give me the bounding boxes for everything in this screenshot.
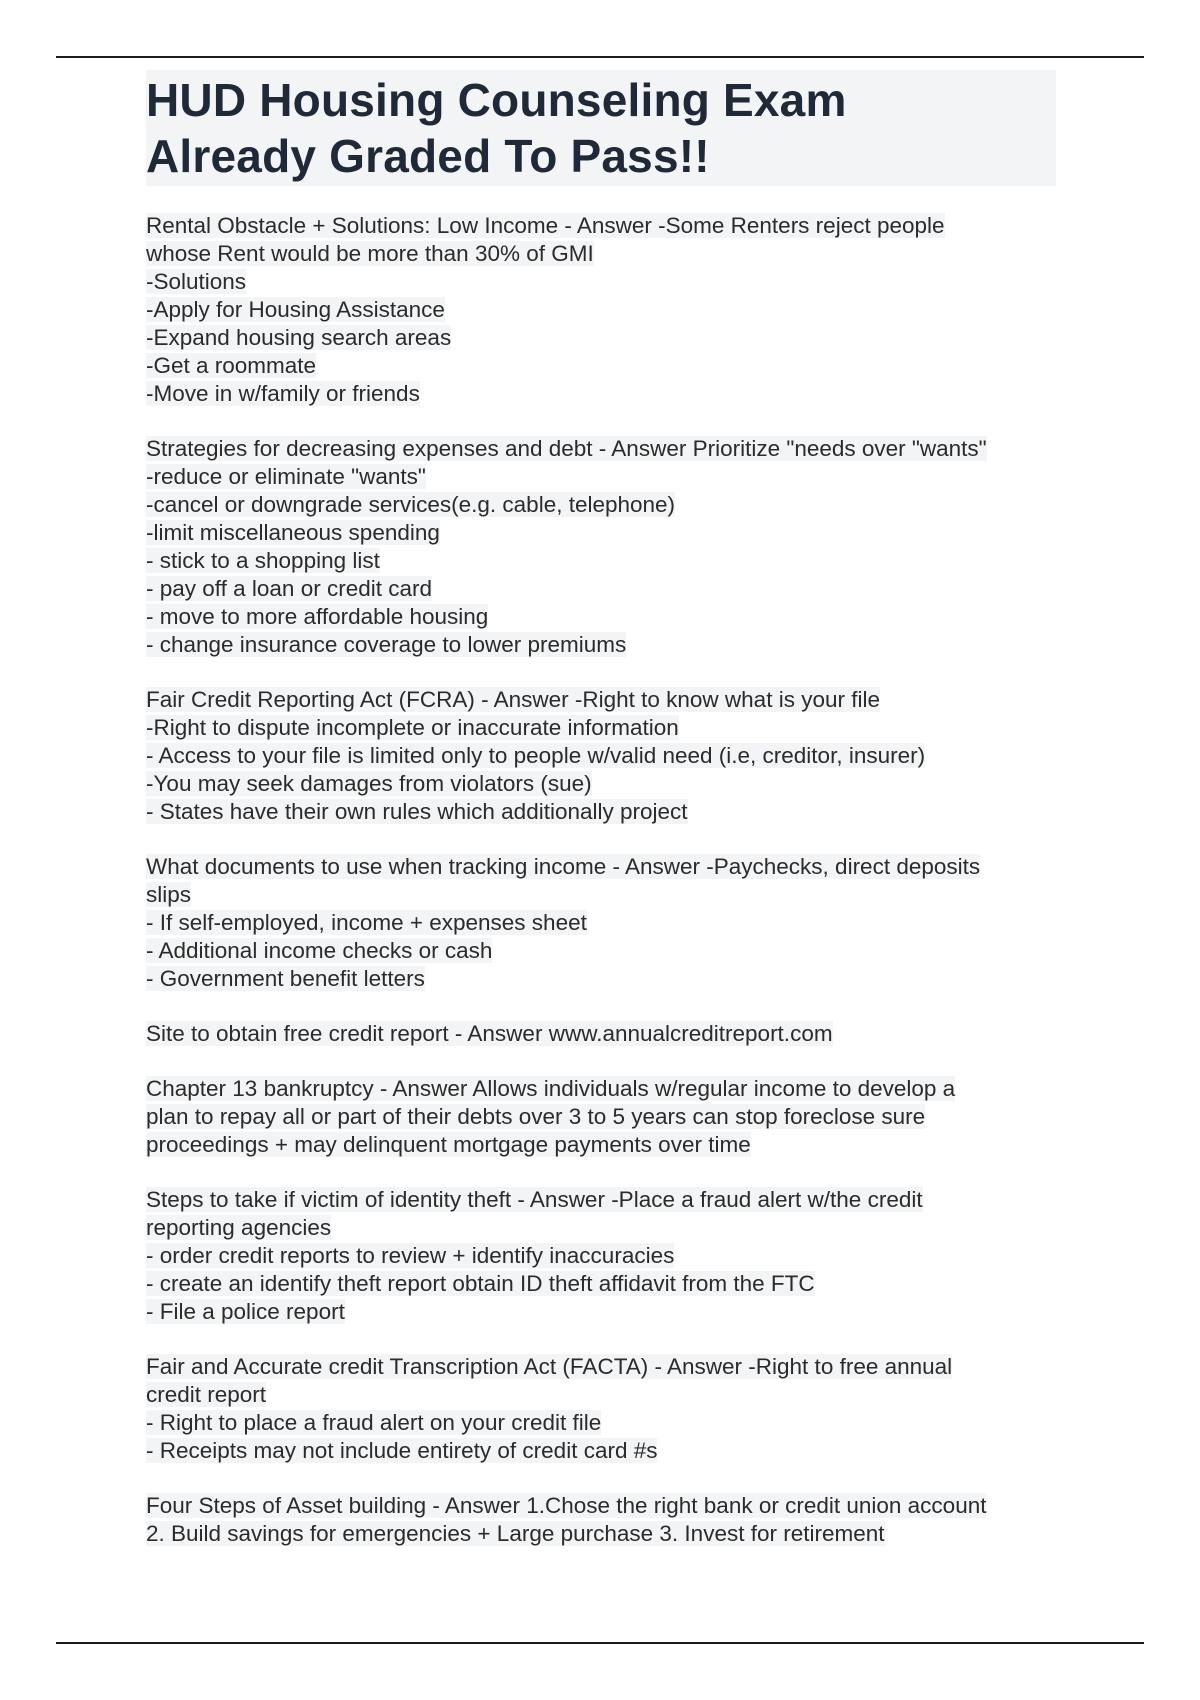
qa-item — [146, 1353, 1056, 1465]
qa-line: Steps to take if victim of identity theft - Answer -Place a fraud alert w/the credit — [146, 1187, 923, 1212]
qa-line: 2. Build savings for emergencies + Large purchase 3. Invest for retirement — [146, 1521, 885, 1546]
qa-line: Fair and Accurate credit Transcription Act (FACTA) - Answer -Right to free annual — [146, 1354, 953, 1379]
qa-line: Site to obtain free credit report - Answer www.annualcreditreport.com — [146, 1021, 833, 1046]
qa-line: slips — [146, 882, 192, 907]
qa-line: - Access to your file is limited only to people w/valid need (i.e, creditor, insurer) — [146, 743, 926, 768]
qa-list — [146, 212, 1056, 1548]
qa-item — [146, 1075, 1056, 1159]
qa-line: Fair Credit Reporting Act (FCRA) - Answer -Right to know what is your file — [146, 687, 880, 712]
qa-line: - pay off a loan or credit card — [146, 576, 432, 601]
qa-line: -reduce or eliminate "wants" — [146, 464, 426, 489]
qa-line: -Apply for Housing Assistance — [146, 297, 445, 322]
qa-line: - Additional income checks or cash — [146, 938, 493, 963]
qa-line: - move to more affordable housing — [146, 604, 489, 629]
qa-item — [146, 212, 1056, 408]
qa-line: - order credit reports to review + identify inaccuracies — [146, 1243, 675, 1268]
title-line: HUD Housing Counseling Exam — [146, 74, 847, 126]
qa-line: What documents to use when tracking income - Answer -Paychecks, direct deposits — [146, 854, 981, 879]
qa-line: -Expand housing search areas — [146, 325, 452, 350]
qa-line: credit report — [146, 1382, 267, 1407]
qa-item — [146, 1492, 1056, 1548]
qa-line: -Right to dispute incomplete or inaccurate information — [146, 715, 679, 740]
qa-line: -cancel or downgrade services(e.g. cable, telephone) — [146, 492, 676, 517]
qa-line: - create an identify theft report obtain ID theft affidavit from the FTC — [146, 1271, 815, 1296]
qa-line: -Get a roommate — [146, 353, 317, 378]
qa-item — [146, 435, 1056, 659]
document-body — [146, 70, 1056, 1575]
document-title — [146, 70, 1056, 186]
qa-line: Strategies for decreasing expenses and debt - Answer Prioritize "needs over "wants" — [146, 436, 987, 461]
qa-line: -Solutions — [146, 269, 247, 294]
qa-item — [146, 853, 1056, 993]
qa-line: - File a police report — [146, 1299, 345, 1324]
qa-line: -limit miscellaneous spending — [146, 520, 440, 545]
bottom-rule — [56, 1642, 1144, 1644]
qa-line: plan to repay all or part of their debts over 3 to 5 years can stop foreclose sure — [146, 1104, 926, 1129]
qa-item — [146, 686, 1056, 826]
qa-line: -You may seek damages from violators (sue) — [146, 771, 592, 796]
qa-line: -Move in w/family or friends — [146, 381, 420, 406]
qa-line: Four Steps of Asset building - Answer 1.Chose the right bank or credit union account — [146, 1493, 987, 1518]
qa-line: - States have their own rules which additionally project — [146, 799, 688, 824]
qa-line: - Right to place a fraud alert on your credit file — [146, 1410, 602, 1435]
title-line: Already Graded To Pass!! — [146, 130, 710, 182]
qa-line: Chapter 13 bankruptcy - Answer Allows individuals w/regular income to develop a — [146, 1076, 956, 1101]
qa-line: - If self-employed, income + expenses sheet — [146, 910, 587, 935]
top-rule — [56, 56, 1144, 58]
qa-line: - stick to a shopping list — [146, 548, 380, 573]
qa-line: proceedings + may delinquent mortgage payments over time — [146, 1132, 751, 1157]
qa-item — [146, 1020, 1056, 1048]
qa-line: - Receipts may not include entirety of credit card #s — [146, 1438, 658, 1463]
qa-line: whose Rent would be more than 30% of GMI — [146, 241, 594, 266]
qa-line: - change insurance coverage to lower premiums — [146, 632, 627, 657]
qa-line: - Government benefit letters — [146, 966, 425, 991]
qa-item — [146, 1186, 1056, 1326]
qa-line: reporting agencies — [146, 1215, 332, 1240]
qa-line: Rental Obstacle + Solutions: Low Income - Answer -Some Renters reject people — [146, 213, 945, 238]
